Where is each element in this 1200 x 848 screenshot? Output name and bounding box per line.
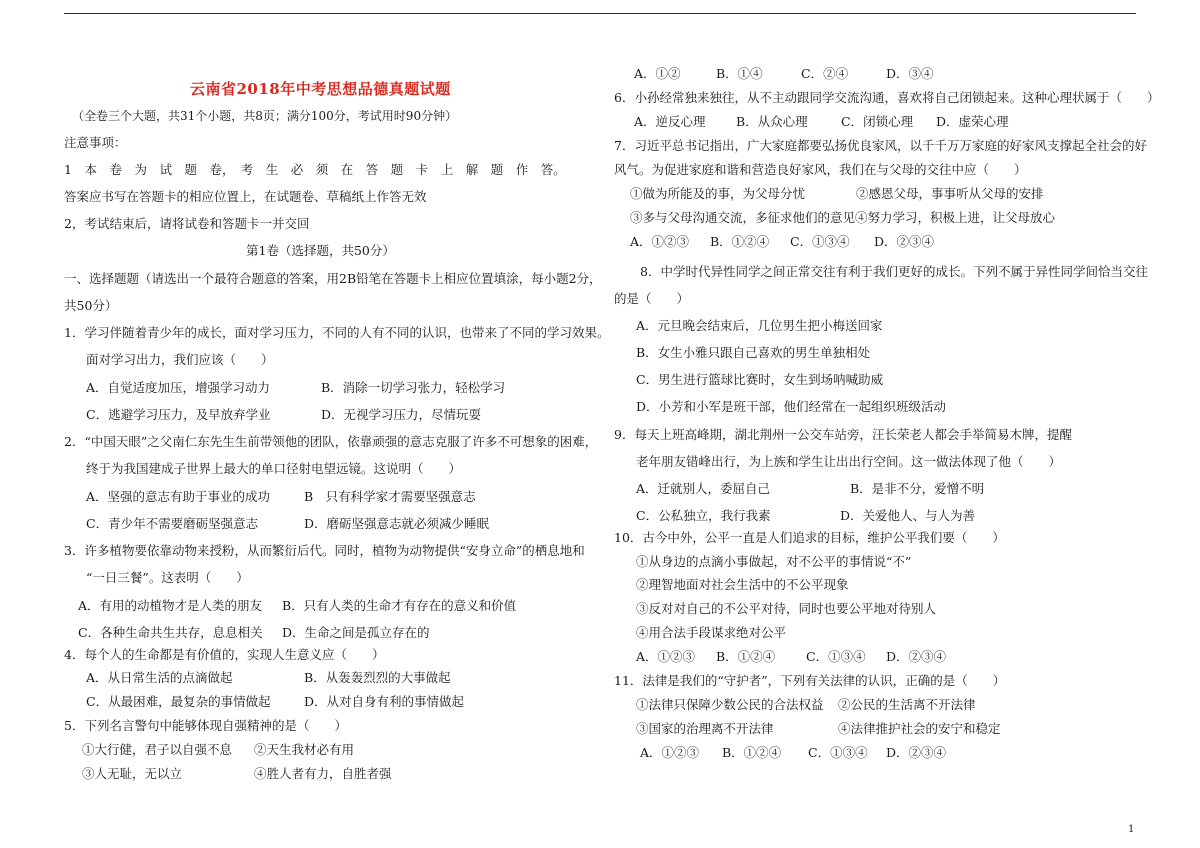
q5-statement-2: ②天生我材必有用 xyxy=(254,742,355,757)
q10-option-b: B．①②④ xyxy=(716,649,776,664)
q3-option-a: A．有用的动植物才是人类的朋友 xyxy=(78,598,263,613)
notes-heading: 注意事项： xyxy=(64,135,127,150)
q11-statement-2: ②公民的生活离不开法律 xyxy=(838,697,976,712)
q9-option-b: B．是非不分，爱憎不明 xyxy=(850,481,985,496)
section-instructions-cont: 共50分） xyxy=(64,298,118,313)
part-heading: 第1卷（选择题，共50分） xyxy=(246,243,395,258)
q11-stem: 11．法律是我们的“守护者”，下列有关法律的认识，正确的是（ ） xyxy=(614,673,1006,688)
q9-stem-cont: 老年朋友错峰出行，为上族和学生让出出行空间。这一做法体现了他（ ） xyxy=(636,454,1062,469)
q10-option-c: C．①③④ xyxy=(806,649,866,664)
q5-option-b: B．①④ xyxy=(716,66,763,81)
exam-info: （全卷三个大题，共31个小题，共8页；满分100分，考试用时90分钟） xyxy=(72,109,458,123)
q2-stem-cont: 终于为我国建成子世界上最大的单口径射电望远镜。这说明（ ） xyxy=(86,461,462,476)
q7-statement-2: ②感恩父母，事事听从父母的安排 xyxy=(856,186,1044,201)
q5-option-a: A．①② xyxy=(634,66,681,81)
header-rule xyxy=(64,13,1136,14)
q10-statement-4: ④用合法手段谋求绝对公平 xyxy=(636,625,787,640)
q10-statement-3: ③反对对自己的不公平对待，同时也要公平地对待别人 xyxy=(636,601,937,616)
q9-stem: 9．每天上班高峰期，湖北荆州一公交车站旁，汪长荣老人都会手举简易木牌，提醒 xyxy=(614,427,1072,442)
q8-stem-cont: 的是（ ） xyxy=(614,291,690,306)
q2-option-d: D．磨砺坚强意志就必须减少睡眠 xyxy=(304,516,490,531)
q6-stem: 6．小孙经常独来独往，从不主动跟同学交流沟通，喜欢将自己闭锁起来。这种心理状属于（ ） xyxy=(614,90,1160,105)
q6-option-d: D．虚荣心理 xyxy=(936,114,1009,129)
q8-option-d: D．小芳和小军是班干部，他们经常在一起组织班级活动 xyxy=(636,399,947,414)
q7-option-a: A．①②③ xyxy=(630,234,690,249)
q3-stem: 3．许多植物要依靠动物来授粉，从而繁衍后代。同时，植物为动物提供“安身立命”的栖息地和 xyxy=(64,543,585,558)
q8-option-a: A．元旦晚会结束后，几位男生把小梅送回家 xyxy=(636,318,883,333)
q1-option-d: D．无视学习压力，尽情玩耍 xyxy=(321,407,482,422)
q1-option-a: A．自觉适度加压，增强学习动力 xyxy=(86,380,271,395)
q7-stem: 7．习近平总书记指出，广大家庭都要弘扬优良家风，以千千万万家庭的好家风支撑起全社会的好 xyxy=(614,138,1147,153)
q8-option-b: B．女生小雅只跟自己喜欢的男生单独相处 xyxy=(636,345,871,360)
page-number: 1 xyxy=(1128,824,1135,835)
q6-option-c: C．闭锁心理 xyxy=(841,114,914,129)
section-instructions: 一、选择题题（请选出一个最符合题意的答案，用2B铅笔在答题卡上相应位置填涂，每小题2分， xyxy=(64,271,602,286)
q4-option-d: D．从对自身有利的事情做起 xyxy=(304,694,465,709)
q5-stem: 5．下列名言警句中能够体现自强精神的是（ ） xyxy=(64,718,347,733)
q1-stem: 1．学习伴随着青少年的成长，面对学习压力，不同的人有不同的认识，也带来了不同的学习效果。 xyxy=(64,325,610,340)
q6-option-a: A．逆反心理 xyxy=(634,114,706,129)
exam-title: 云南省2018年中考思想品德真题试题 xyxy=(190,80,451,98)
q1-option-b: B．消除一切学习张力，轻松学习 xyxy=(321,380,506,395)
q7-option-c: C．①③④ xyxy=(790,234,850,249)
q11-option-a: A．①②③ xyxy=(640,745,700,760)
q5-option-d: D．③④ xyxy=(886,66,934,81)
q1-stem-cont: 面对学习出力，我们应该（ ） xyxy=(86,352,274,367)
q7-option-d: D．②③④ xyxy=(874,234,935,249)
q2-stem: 2．“中国天眼”之父南仁东先生生前带领他的团队，依靠顽强的意志克服了许多不可想象的困难， xyxy=(64,434,598,449)
q6-option-b: B．从众心理 xyxy=(736,114,808,129)
q9-option-c: C．公私独立，我行我素 xyxy=(636,508,771,523)
q5-statement-3: ③人无耻，无以立 xyxy=(82,766,183,781)
q3-stem-cont: “一日三餐”。这表明（ ） xyxy=(86,570,249,585)
q2-option-c: C．青少年不需要磨砺坚强意志 xyxy=(86,516,259,531)
q10-option-a: A．①②③ xyxy=(636,649,696,664)
q5-statement-1: ①大行健，君子以自强不息 xyxy=(82,742,233,757)
q3-option-c: C．各种生命共生共存，息息相关 xyxy=(78,625,263,640)
q2-option-a: A．坚强的意志有助于事业的成功 xyxy=(86,489,271,504)
q11-option-c: C．①③④ xyxy=(808,745,868,760)
q7-statement-3-4: ③多与父母沟通交流，多征求他们的意见④努力学习，积极上进，让父母放心 xyxy=(630,210,1056,225)
note-1: 1 本 卷 为 试 题 卷， 考 生 必 须 在 答 题 卡 上 解 题 作 答。 xyxy=(64,162,566,177)
q10-option-d: D．②③④ xyxy=(886,649,947,664)
q3-option-d: D．生命之间是孤立存在的 xyxy=(282,625,430,640)
q5-option-c: C．②④ xyxy=(801,66,849,81)
q10-statement-2: ②理智地面对社会生活中的不公平现象 xyxy=(636,577,849,592)
note-1-cont: 答案应书写在答题卡的相应位置上，在试题卷、草稿纸上作答无效 xyxy=(64,189,427,204)
q4-stem: 4．每个人的生命都是有价值的，实现人生意义应（ ） xyxy=(64,647,385,662)
note-2: 2，考试结束后，请将试卷和答题卡一并交回 xyxy=(64,216,310,231)
q7-statement-1: ①做为所能及的事，为父母分忧 xyxy=(630,186,806,201)
q10-stem: 10．古今中外，公平一直是人们追求的目标，维护公平我们要（ ） xyxy=(614,530,1005,545)
q1-option-c: C．逃避学习压力，及早放弃学业 xyxy=(86,407,271,422)
q5-statement-4: ④胜人者有力，自胜者强 xyxy=(254,766,392,781)
q11-statement-1: ①法律只保障少数公民的合法权益 xyxy=(636,697,824,712)
q9-option-a: A．迁就别人，委屈自己 xyxy=(636,481,771,496)
q4-option-c: C．从最困难，最复杂的事情做起 xyxy=(86,694,271,709)
q7-stem-cont: 风气。为促进家庭和谐和营造良好家风，我们在与父母的交往中应（ ） xyxy=(614,162,1027,177)
q8-stem: 8．中学时代异性同学之间正常交往有利于我们更好的成长。下列不属于异性同学间恰当交往 xyxy=(640,264,1148,279)
q7-option-b: B．①②④ xyxy=(710,234,770,249)
q10-statement-1: ①从身边的点滴小事做起，对不公平的事情说“不” xyxy=(636,554,912,569)
q11-option-b: B．①②④ xyxy=(722,745,782,760)
q11-option-d: D．②③④ xyxy=(886,745,947,760)
q4-option-a: A．从日常生活的点滴做起 xyxy=(86,670,233,685)
q9-option-d: D．关爱他人、与人为善 xyxy=(840,508,976,523)
q3-option-b: B．只有人类的生命才有存在的意义和价值 xyxy=(282,598,517,613)
q2-option-b: B 只有科学家才需要坚强意志 xyxy=(304,489,476,504)
q4-option-b: B．从轰轰烈烈的大事做起 xyxy=(304,670,451,685)
q11-statement-3: ③国家的治理离不开法律 xyxy=(636,721,774,736)
q11-statement-4: ④法律推护社会的安宁和稳定 xyxy=(838,721,1001,736)
q8-option-c: C．男生进行篮球比赛时，女生到场呐喊助威 xyxy=(636,372,884,387)
